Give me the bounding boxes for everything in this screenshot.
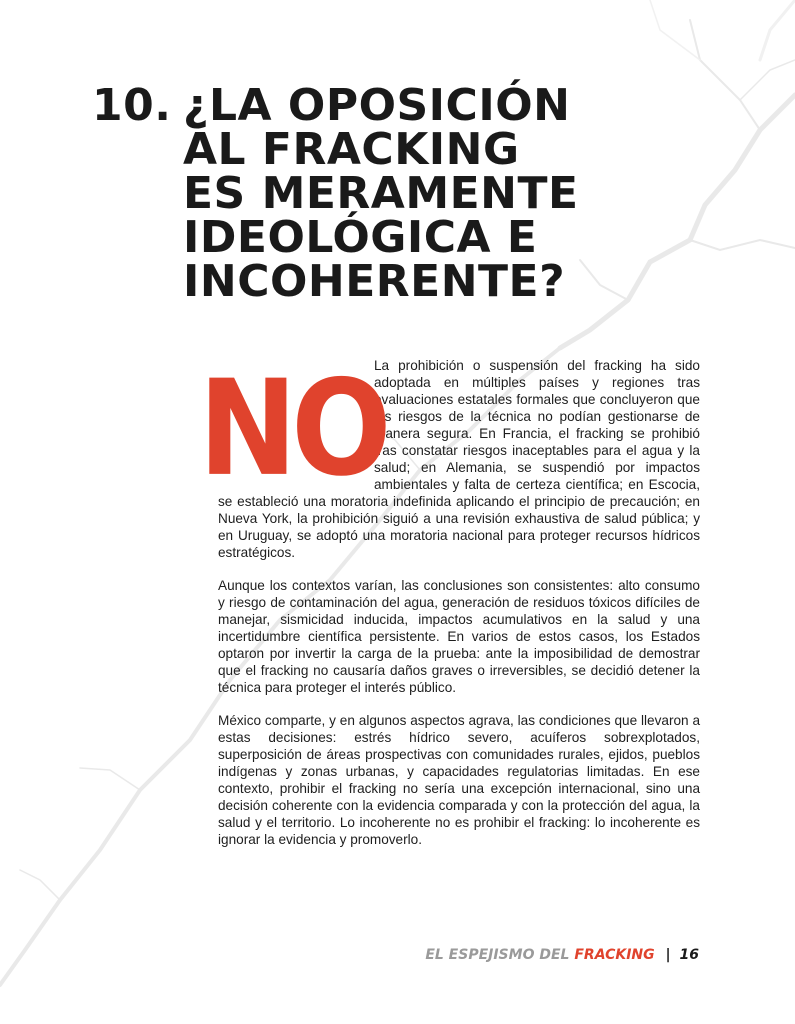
paragraph: Aunque los contextos varían, las conclusiones son consistentes: alto consumo y riesgo de contaminación del agua, generación de residuos tóxicos difíciles de manejar, sismicidad inducida, impactos acumulativos en la salud y una incertidumbre científica persistente. En varios de estos casos, los Estados optaron por invertir la carga de la prueba: ante la imposibilidad de demostrar que el fracking no causaría daños graves o irreversibles, se decidió detener la técnica para proteger el interés público. (218, 578, 700, 695)
page-title (183, 80, 663, 307)
title-line: AL FRACKING (183, 124, 520, 175)
page-footer (425, 945, 699, 965)
title-line: ¿LA OPOSICIÓN (183, 80, 571, 131)
title-line: INCOHERENTE? (183, 256, 566, 307)
paragraph-text: La prohibición o suspensión del fracking ha sido adoptada en múltiples países y regiones tras evaluaciones estatales formales que concluyeron que los riesgos de la técnica no podían gestionarse de manera segura. En Francia, el fracking se prohibió tras constatar riesgos inaceptables para el agua y la salud; en Alemania, se suspendió por impactos ambientales y falta de certeza científica; en Escocia, se estableció una moratoria indefinida aplicando el principio de precaución; en Nueva York, la prohibición siguió a una revisión exhaustiva de salud pública; y en Uruguay, se adoptó una moratoria nacional para proteger recursos hídricos estratégicos. (218, 358, 700, 560)
paragraph (198, 350, 700, 561)
article-body (198, 350, 700, 864)
title-line: IDEOLÓGICA E (183, 212, 538, 263)
chapter-number: 10. (92, 80, 172, 131)
page-number: 16 (679, 947, 699, 963)
drop-cap-no: NO (198, 350, 386, 506)
footer-publication-highlight: FRACKING (574, 947, 655, 963)
footer-separator: | (665, 947, 671, 963)
footer-publication-prefix: EL ESPEJISMO DEL (425, 947, 570, 963)
paragraph: México comparte, y en algunos aspectos agrava, las condiciones que llevaron a estas decisiones: estrés hídrico severo, acuíferos sobrexplotados, superposición de áreas prospectivas con comunidades rurales, ejidos, pueblos indígenas y zonas urbanas, y capacidades regulatorias limitadas. En ese contexto, prohibir el fracking no sería una excepción internacional, sino una decisión coherente con la evidencia comparada y con la protección del agua, la salud y el territorio. Lo incoherente no es prohibir el fracking: lo incoherente es ignorar la evidencia y promoverlo. (218, 713, 700, 847)
title-line: ES MERAMENTE (183, 168, 579, 219)
